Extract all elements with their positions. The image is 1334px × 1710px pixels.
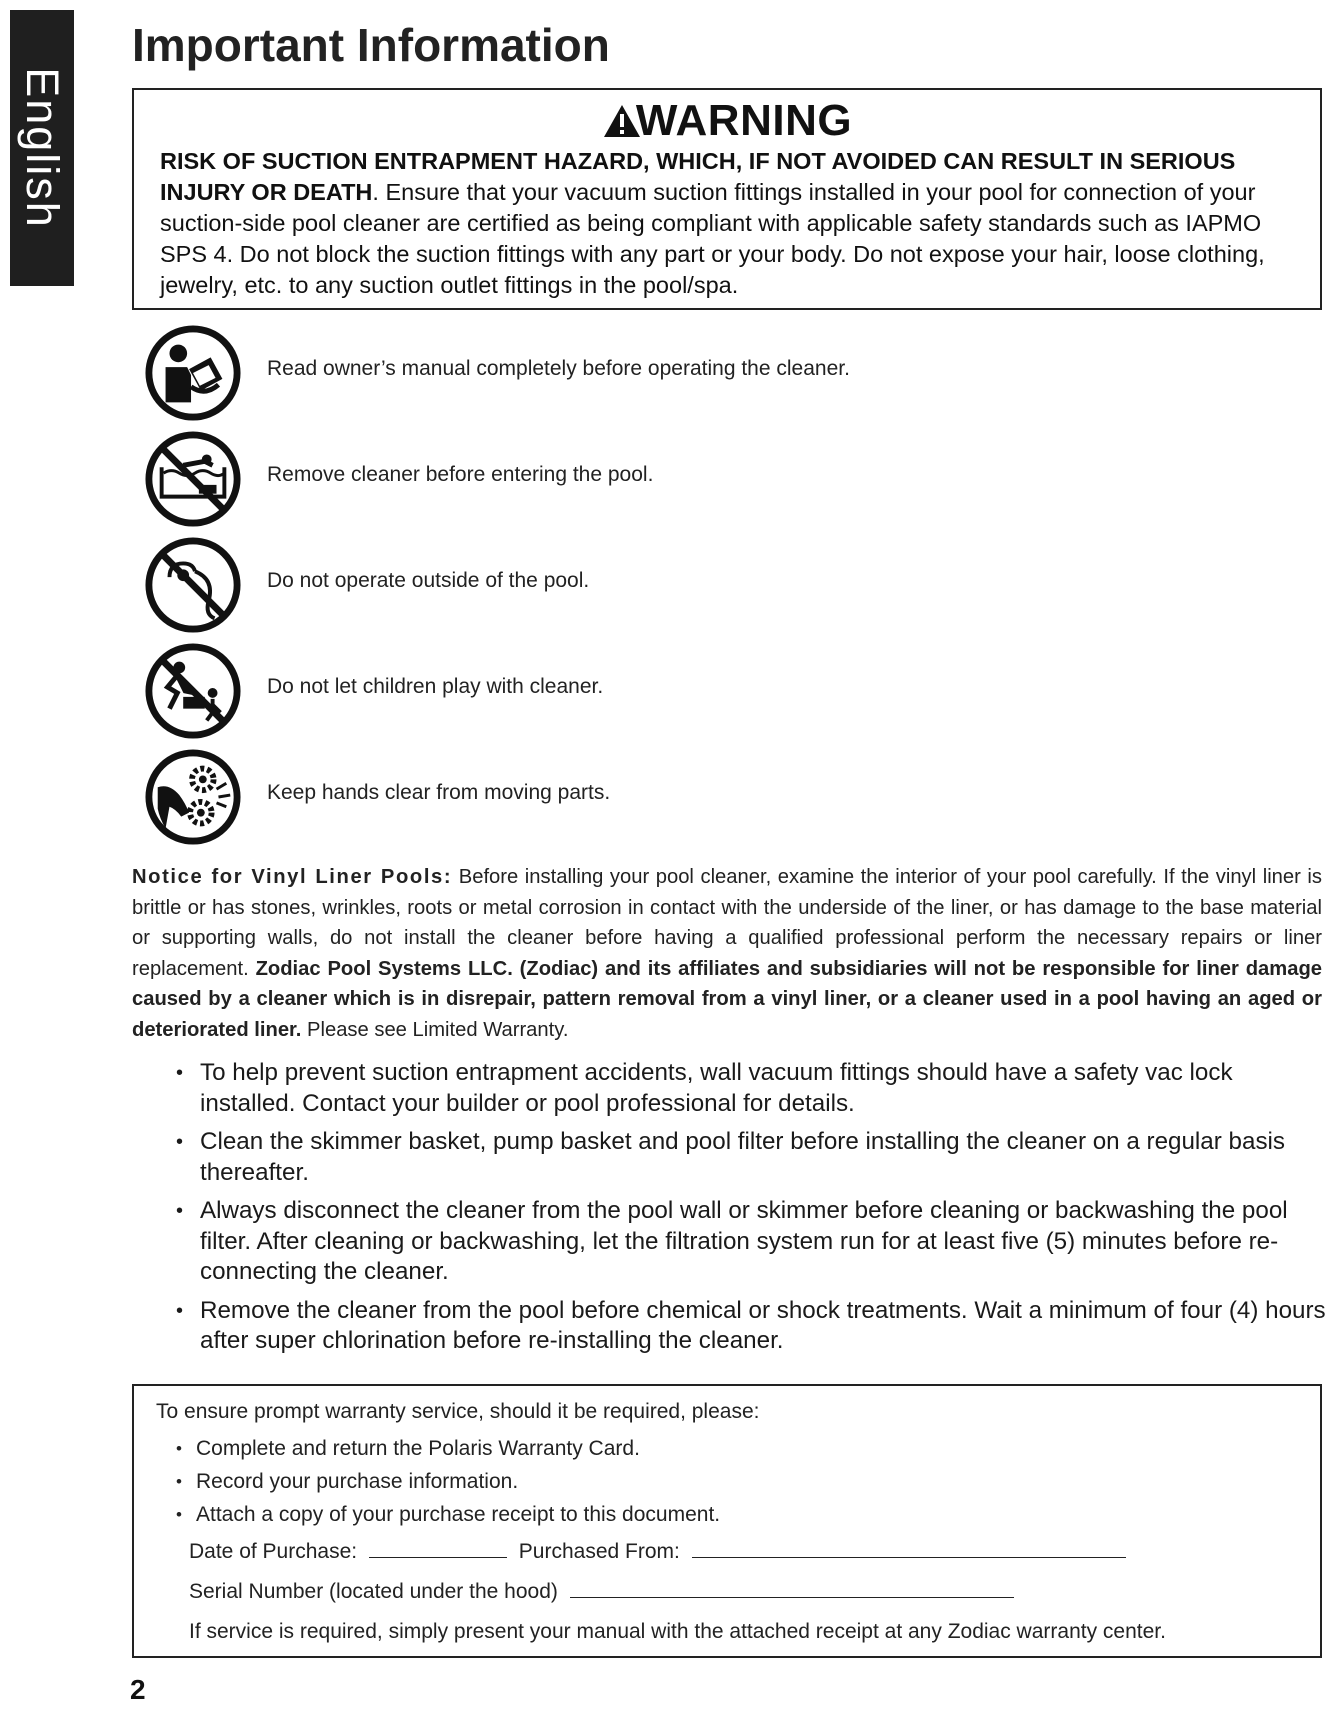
notice-bold-text: Zodiac Pool Systems LLC. (Zodiac) and its affiliates and subsidiaries will not be responsible for liner damage caused by a cleaner which is in disrepair, pattern removal from a vinyl liner, or a cleaner used in a pool having an aged or deteriorated liner. xyxy=(132,957,1323,1041)
warning-text xyxy=(160,146,1300,301)
keep-hands-clear-icon xyxy=(144,748,242,846)
safety-rule xyxy=(144,748,1044,848)
purchased-from-label: Purchased From: xyxy=(518,1540,680,1563)
safety-rule xyxy=(144,642,1044,742)
safety-rule xyxy=(144,536,1044,636)
list-item: • To help prevent suction entrapment accidents, wall vacuum fittings should have a safety vac lock installed. Contact your builder or pool professional for details. xyxy=(176,1058,1326,1119)
list-item: • Clean the skimmer basket, pump basket and pool filter before installing the cleaner on a regular basis thereafter. xyxy=(176,1127,1326,1188)
warning-bold-text: RISK OF SUCTION ENTRAPMENT HAZARD, WHICH, IF NOT AVOIDED CAN RESULT IN SERIOUS INJURY OR DEATH xyxy=(160,148,1236,205)
notice-label: Notice for Vinyl Liner Pools: xyxy=(132,866,453,888)
page-number: 2 xyxy=(130,1674,146,1705)
list-item: • Always disconnect the cleaner from the pool wall or skimmer before cleaning or backwashing the pool filter. After cleaning or backwashing, let the filtration system run for at least five (5) minutes before re-connecting the cleaner. xyxy=(176,1196,1326,1288)
read-manual-icon xyxy=(144,324,242,422)
no-operation-outside-pool-icon xyxy=(144,536,242,634)
rule-text: Do not operate outside of the pool. xyxy=(267,569,590,592)
precautions-list xyxy=(176,1058,1326,1365)
serial-number-field[interactable] xyxy=(570,1580,1014,1598)
serial-number-line xyxy=(189,1580,1014,1604)
warning-heading xyxy=(134,96,1320,146)
vinyl-liner-notice xyxy=(132,862,1322,1045)
list-item: • Remove the cleaner from the pool before chemical or shock treatments. Wait a minimum of four (4) hours after super chlorination before re-installing the cleaner. xyxy=(176,1296,1326,1357)
date-of-purchase-label: Date of Purchase: xyxy=(189,1540,358,1563)
warranty-box xyxy=(132,1384,1322,1658)
language-side-tab xyxy=(10,10,74,286)
list-item: • Attach a copy of your purchase receipt to this document. xyxy=(176,1498,720,1531)
warranty-checklist xyxy=(176,1432,720,1531)
rule-text: Read owner’s manual completely before operating the cleaner. xyxy=(267,357,850,380)
safety-rule xyxy=(144,324,1044,424)
warning-body-text: . Ensure that your vacuum suction fittings installed in your pool for connection of your suction-side pool cleaner are certified as being compliant with applicable safety standards such as IAPMO SPS 4. Do not block the suction fittings with any part or your body. Do not expose your hair, loose clothing, jewelry, etc. to any suction outlet fittings in the pool/spa. xyxy=(160,179,1265,298)
notice-text: Before installing your pool cleaner, examine the interior of your pool carefully. If the vinyl liner is brittle or has stones, wrinkles, roots or metal corrosion in contact with the underside of the liner, or has damage to the base material or supporting walls, do not install the cleaner before having a qualified professional perform the necessary repairs or liner replacement. xyxy=(132,866,1322,980)
warning-heading-text: WARNING xyxy=(635,96,853,145)
purchase-info-line xyxy=(189,1540,1126,1564)
warning-box xyxy=(132,88,1322,310)
language-label: English xyxy=(17,67,68,229)
date-of-purchase-field[interactable] xyxy=(369,1540,507,1558)
warranty-intro: To ensure prompt warranty service, should it be required, please: xyxy=(156,1400,760,1423)
service-instruction: If service is required, simply present your manual with the attached receipt at any Zodiac warranty center. xyxy=(189,1620,1166,1643)
rule-text: Keep hands clear from moving parts. xyxy=(267,781,611,804)
notice-tail-text: Please see Limited Warranty. xyxy=(301,1018,569,1041)
rule-text: Do not let children play with cleaner. xyxy=(267,675,604,698)
safety-rule xyxy=(144,430,1044,530)
list-item: • Record your purchase information. xyxy=(176,1465,720,1498)
purchased-from-field[interactable] xyxy=(692,1540,1126,1558)
rule-text: Remove cleaner before entering the pool. xyxy=(267,463,654,486)
list-item: • Complete and return the Polaris Warranty Card. xyxy=(176,1432,720,1465)
page-title: Important Information xyxy=(132,19,610,71)
no-swimming-with-cleaner-icon xyxy=(144,430,242,528)
no-children-play-icon xyxy=(144,642,242,740)
serial-number-label: Serial Number (located under the hood) xyxy=(189,1580,558,1603)
